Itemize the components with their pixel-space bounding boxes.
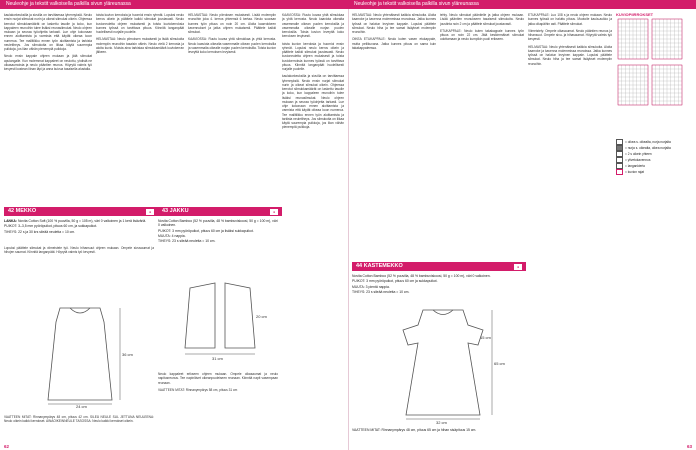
legend-item: = nurja s. oikealta, oikea nurjalta — [616, 145, 692, 151]
skill-level-icon: ● — [146, 209, 154, 215]
right-col3-paragraph-3: HELMASTAA: Neulo yhtenäisesti kaikkia silmukoita. Aloita kaarroke ja kavenna molemmissa reunoissa. Jatka kunnes työssä on halutun levyinen kappale. Lopuksi päättele silmukat. Neulo hiha ja tee samat lisäykset molempiin reunoihin. — [528, 44, 612, 66]
pattern-42-measurements: VAATTEEN MITAT: Rinnanympärys 48 cm, pituus 42 cm. SILEÄ NEULE SUL JETTUNA NEULEENA: Neulo oikein kaikki kerrokset. AINAOIKEINNEULE TASOSSA: Neulo kaikki kerrokset oikein. — [4, 415, 154, 424]
pattern-44-needles: PUIKOT: 3 mm pyöröpuikot, pituus 60 cm ja sukkapuikot. — [352, 279, 438, 284]
left-column-3 — [188, 13, 276, 203]
dress-height-label: 36 cm — [122, 352, 133, 357]
pattern-42-needles: PUIKOT: 3–3,5 mm pyöröpuikot, pituus 60 cm, ja sukkapuikot. — [4, 224, 98, 229]
pattern-44-materials — [352, 274, 522, 295]
left-col4-paragraph: KAAVIOSSA: Ruutu kuvaa yhtä silmukkaa ja yhtä kerrosta. Neulo kaaviota oikealta vasemmalle oikean puolen kerroksilla ja vasemmalta oikealle nurjan puolen kerroksilla. Toista kuvion leveyttä koko kerroksen levyisesti. — [282, 13, 344, 39]
pattern-43-title: 43 JAKKU — [162, 208, 189, 214]
right-col1-paragraph-2: OIKEA ETUKAPPALE: Neulo kuten vasen etukappale, mutta peilikuvana. Jatka kunnes pituus on sama kuin takakappaleessa. — [352, 37, 436, 50]
pattern-43-body — [158, 372, 278, 444]
pattern-43-title-band — [158, 207, 282, 216]
pattern-44-footer — [352, 428, 522, 433]
pattern-42-instructions: Lopuksi päättele silmukat ja viimeistele työ. Neulo hihansuut ohjeen mukaan. Ompele sivusaumat ja hihojen saumat. Kiinnitä langanpäät. Höyrytä valmis työ kevyesti. — [4, 246, 154, 255]
legend-item: = ylivetokavennus — [616, 157, 692, 163]
gown-width-label: 32 cm — [436, 420, 447, 425]
pattern-43-gauge: TIHEYS: 23 s sileää neuletta = 10 cm. — [158, 239, 216, 244]
pattern-44-title: 44 KASTEMEKKO — [356, 263, 403, 269]
pattern-42-title-band — [4, 207, 158, 216]
chart-legend — [616, 13, 692, 175]
pattern-44-buttons: MUUTA: 3 pientä nappia. — [352, 284, 390, 289]
materials-label: LANKA: — [4, 219, 17, 223]
pattern-43-needles: PUIKOT: 3 mm pyöröpuikot, pituus 60 cm ja lisäksi sukkapuikot. — [158, 228, 254, 233]
right-page — [348, 0, 696, 450]
right-col3-paragraph-2: Viimeistely: Ompele olkasaumat. Neulo pääntien reunus ja hihansuut. Ompele sivu- ja hihasaumat. Höyrytä valmis työ kevyesti. — [528, 28, 612, 42]
right-col3-paragraph: ETUKAPPALE: Luo 108 s ja neulo ohjeen mukaan. Neulo kunnes työssä on haluttu pituus. Muotoile kaula-aukko ja jatka olkapäihin asti. Päättele silmukat. — [528, 13, 612, 26]
dress-schematic — [20, 300, 140, 410]
sleeve-label: 15 cm — [480, 335, 491, 340]
jacket-width-label: 31 cm — [212, 356, 223, 361]
pattern-43-instructions: Neulo kappaleet erikseen ohjeen mukaan. Ompele olkasaumat ja neulo napitusreunus. Tee napinlävet oikeanpuoleiseen reunaan. Kiinnitä napit vasempaan reunaan. — [158, 372, 278, 385]
legend-item: = langankierto — [616, 163, 692, 169]
pattern-44-gauge: TIHEYS: 23 s sileää neuletta = 10 cm. — [352, 289, 410, 294]
pattern-44-measurements: VAATTEEN MITAT: Rinnanympärys 48 cm, pituus 65 cm ja hihan sisäpituus 15 cm. — [352, 428, 477, 432]
left-column-1 — [4, 13, 92, 203]
right-column-1 — [352, 13, 436, 268]
left-page-number: 62 — [4, 444, 10, 449]
left-header-bar: Neuleohje ja tekstit valkoisella palkilla sivun yläreunassa — [0, 0, 348, 9]
skill-level-icon: ● — [514, 264, 522, 270]
pattern-43-footer: VAATTEEN MITAT: Rinnanympärys 58 cm, pituus 31 cm — [158, 387, 238, 392]
left-column-2 — [96, 13, 184, 203]
right-col1-paragraph: HELMASTAA: Neulo yhtenäisesti kaikkia silmukoita. Aloita kaarroke ja kavenna molemmissa reunoissa. Jatka kunnes työssä on halutun levyinen kappale. Lopuksi päättele silmukat. Neulo hiha ja tee samat lisäykset molempiin reunoihin. — [352, 13, 436, 34]
christening-gown-schematic — [368, 305, 518, 425]
left-col3-paragraph-2: KAAVIOSSA: Ruutu kuvaa yhtä silmukkaa ja yhtä kerrosta. Neulo kaaviota oikealta vasemmalle oikean puolen kerroksilla ja vasemmalta oikealle nurjan puolen kerroksilla. Toista kuvion leveyttä koko kerroksen levyisesti. — [188, 37, 276, 54]
legend-item: = oikea s. oikealta, nurja nurjalta — [616, 139, 692, 145]
right-page-number: 63 — [686, 444, 692, 449]
left-col2-paragraph: toista kuvion kerroksia ja huomioi ensin ryhmät. Lopuksi neulo kerros oikein ja päättele kaikki silmukat joustavasti. Neulo kuvioneuletta ohjeen mukaisesti ja toista kuviokerroksia kunnes työssä on tarvittava pituus. Kiinnitä langanpäät huolellisesti nurjalle puolelle. — [96, 13, 184, 34]
left-col1-paragraph-2: Neulo ensin kappale ohjeen mukaan ja jätä silmukat apulangalle. Kun molemmat kappaleet on neulottu, yhdistä ne olkasaumoista ja neulo pääntien reunus. Höyrytä valmis työ kevyesti kostean liinan läpi ja anna kuivua tasaisella alustalla. — [4, 54, 92, 71]
pattern-44-yarn: Novita Cotton Bamboo (52 % puuvilla, 48 % bambuviskoosi, 50 g = 100 m), väri 0 valkoinen. — [352, 274, 491, 278]
right-col2-paragraph-2: ETUKAPPALE: Neulo kuten takakappale kunnes työn pituus on noin 22 cm. Jätä keskimmäiset silmukat odottamaan ja neulo kumpikin puoli erikseen. — [440, 28, 524, 42]
pattern-42-materials — [4, 219, 154, 235]
left-col1-paragraph: kaulakorkeuksilla ja sivuilla on tarvittaessa lyhennyksiä. Neulo ensin nurjat silmukat nurin ja oikeat silmukat oikein. Ohjeessa kerrotut silmukkamäärät on laskettu tasolle ja koko, kun kappaleen reunoihin tulee lisäksi reunasilmukat. Neulo ohjeen mukaan ja seuraa työohjetta tarkasti. Lue ohje kokonaan ennen aloittamista ja varmista että käytät oikeaa koon numeroa. Tee mallitilkku ennen työn aloittamista ja tarkista neuletiheys. Jos silmukoita on liikaa käytä suurempia puikkoja, jos liian vähän pienempiä puikkoja. — [4, 13, 92, 51]
left-col4-paragraph-3: kaulakorkeuksilla ja sivuilla on tarvittaessa lyhennyksiä. Neulo ensin nurjat silmukat nurin ja oikeat silmukat oikein. Ohjeessa kerrotut silmukkamäärät on laskettu tasolle ja koko, kun kappaleen reunoihin tulee lisäksi reunasilmukat. Neulo ohjeen mukaan ja seuraa työohjetta tarkasti. Lue ohje kokonaan ennen aloittamista ja varmista että käytät oikeaa koon numeroa. Tee mallitilkku ennen työn aloittamista ja tarkista neuletiheys. Jos silmukoita on liikaa käytä suurempia puikkoja, jos liian vähän pienempiä puikkoja. — [282, 74, 344, 130]
legend-title: KUVIOPIIRROKSET — [616, 12, 654, 17]
knitting-chart-grid — [616, 17, 686, 137]
pattern-42-gauge: TIHEYS: 22 s ja 30 krs sileää neuletta = 10 cm. — [4, 229, 76, 234]
left-col3-paragraph: HELMASTAA: Neulo piirroksen mukaisesti. Lisää molempiin reunoihin joka 4. kerros yhteensä 6 kertaa. Neulo suoraan kunnes työn pituus on noin 20 cm. Aloita kaarrokkeen kavennukset ja jatka ohjeen mukaisesti. Päättele kaikki silmukat. — [188, 13, 276, 34]
pattern-42-footer-text — [4, 415, 154, 445]
right-column-2 — [440, 13, 524, 268]
skill-level-icon: ● — [270, 209, 278, 215]
pattern-repeat-icon — [616, 169, 623, 175]
pattern-43-materials — [158, 219, 278, 244]
gown-height-label: 65 cm — [494, 361, 505, 366]
pattern-43-yarn: Novita Cotton Bamboo (52 % puuvilla, 48 % bambuviskoosi, 50 g = 100 m), väri 0 valkoinen. — [158, 219, 278, 228]
jacket-height-label: 20 cm — [256, 314, 267, 319]
right-col2-paragraph: tehty. Neulo silmukat pääntielle ja jatka ohjeen mukaan. Lisää pääntien reunukseen tasaisesti silmukoita. Neulo joustinta noin 2 cm ja päättele silmukat joustavasti. — [440, 13, 524, 26]
right-header-bar: Neuleohje ja tekstit valkoisella palkilla sivun yläreunassa — [348, 0, 696, 9]
right-column-3 — [528, 13, 612, 443]
pattern-44-title-band — [352, 262, 526, 271]
dress-width-label: 24 cm — [76, 404, 87, 409]
pattern-43-buttons: MUUTA: 4 nappia. — [158, 233, 186, 238]
pattern-42-title: 42 MEKKO — [8, 208, 37, 214]
left-column-4 — [282, 13, 344, 443]
legend-item: = 2 s oikein yhteen — [616, 151, 692, 157]
left-col4-paragraph-2: toista kuvion kerroksia ja huomioi ensin ryhmät. Lopuksi neulo kerros oikein ja päättele kaikki silmukat joustavasti. Neulo kuvioneuletta ohjeen mukaisesti ja toista kuviokerroksia kunnes työssä on tarvittava pituus. Kiinnitä langanpäät huolellisesti nurjalle puolelle. — [282, 41, 344, 71]
left-col2-paragraph-2: HELMASTAA: Neulo piirroksen mukaisesti ja lisää silmukoita molempiin reunoihin tasaisin välein. Neulo vielä 2 kerrosta ja aloita kuvio. Muista aina tarkistaa silmukkamäärä kuviokerran jälkeen. — [96, 37, 184, 54]
pattern-42-yarn: Novita Cotton Soft (100 % puuvilla, 50 g = 105 m), väri 0 valkoinen ja 1 kerä lisäväriä. — [17, 219, 147, 223]
jacket-schematic — [170, 268, 270, 368]
legend-item: = kuvion rajat — [616, 169, 692, 175]
